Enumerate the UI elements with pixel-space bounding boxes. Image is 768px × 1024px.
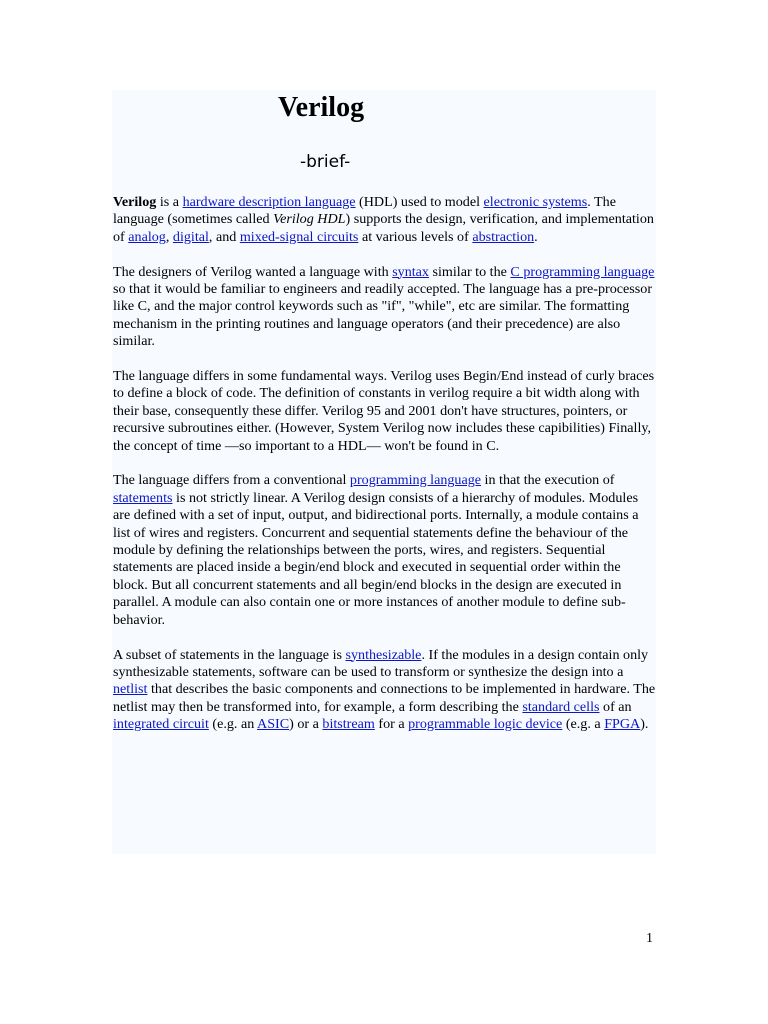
text: The language differs in some fundamental ways. Verilog uses Begin/End instead of curly braces to define a block of code. The definition of constants in verilog require a bit width along with their base, consequently these differ. Verilog 95 and 2001 don't have structures, pointers, or recursive subroutines either. (However, System Verilog now includes these capibilities) Finally, the concept of time —so important to a HDL— won't be found in C. (113, 368, 655, 454)
text: . The language (sometimes called (113, 194, 616, 228)
text: so that it would be familiar to engineers and readily accepted. The language has a pre-processor like C, and the major control keywords such as "if", "while", etc are similar. The formatting mechanism in the printing routines and language operators (and their precedence) are also similar. (113, 281, 653, 350)
text: is a (156, 194, 183, 210)
link-mixed-signal-circuits[interactable]: mixed-signal circuits (239, 228, 359, 245)
link-programmable-logic-device[interactable]: programmable logic device (408, 716, 563, 733)
link-abstraction[interactable]: abstraction (472, 228, 535, 245)
link-bitstream[interactable]: bitstream (322, 716, 375, 733)
document-body (113, 194, 657, 751)
link-statements[interactable]: statements (113, 489, 173, 506)
text: . (534, 228, 538, 245)
link-c-programming-language[interactable]: C programming language (510, 263, 655, 280)
link-fpga[interactable]: FPGA (604, 716, 641, 733)
text: is not strictly linear. A Verilog design consists of a hierarchy of modules. Modules are defined with a set of input, output, and bidirectional ports. Internally, a module contains a list of wires and registers. Concurrent and sequential statements define the behaviour of the module by defining the relationships between the ports, wires, and registers. Sequential statements are placed inside a begin/end block and executed in sequential order within the block. But all concurrent statements and all begin/end blocks in the design are executed in parallel. A module can also contain one or more instances of another module to define sub-behavior. (113, 489, 639, 628)
link-analog[interactable]: analog (128, 228, 166, 245)
text: (e.g. an (208, 716, 258, 733)
paragraph-design-goals (113, 264, 657, 351)
text: The designers of Verilog wanted a language with (113, 263, 393, 280)
link-asic[interactable]: ASIC (257, 716, 290, 733)
text: in that the execution of (481, 472, 615, 489)
link-integrated-circuit[interactable]: integrated circuit (113, 716, 209, 733)
paragraph-modules (113, 472, 657, 629)
text: . If the modules in a design contain only synthesizable statements, software can be used to transform or synthesize the design into a (113, 646, 649, 680)
link-standard-cells[interactable]: standard cells (522, 698, 600, 715)
text: (e.g. a (562, 716, 605, 733)
text: for a (374, 716, 409, 733)
text: similar to the (428, 263, 511, 280)
text: , and (208, 228, 240, 245)
text: The language differs from a conventional (113, 472, 350, 489)
paragraph-intro (113, 194, 657, 246)
text: that describes the basic components and connections to be implemented in hardware. The netlist may then be transformed into, for example, a form describing the (113, 681, 656, 715)
link-digital[interactable]: digital (172, 228, 209, 245)
link-synthesizable[interactable]: synthesizable (345, 646, 422, 663)
text: ) supports the design, verification, and implementation of (113, 211, 654, 245)
link-syntax[interactable]: syntax (392, 263, 429, 280)
page-title: Verilog (278, 92, 365, 123)
text: (HDL) used to model (355, 194, 484, 210)
page-subtitle: -brief- (300, 152, 351, 172)
text: at various levels of (358, 228, 473, 245)
text: ). (640, 716, 649, 733)
paragraph-differences (113, 368, 657, 455)
text: ) or a (289, 716, 323, 733)
link-electronic-systems[interactable]: electronic systems (483, 194, 588, 210)
text: of an (599, 698, 632, 715)
link-hardware-description-language[interactable]: hardware description language (182, 194, 356, 210)
link-netlist[interactable]: netlist (113, 681, 148, 698)
page-number: 1 (646, 931, 653, 946)
term-verilog-hdl: Verilog HDL (273, 211, 346, 228)
link-programming-language[interactable]: programming language (349, 472, 482, 489)
paragraph-synthesis (113, 647, 657, 734)
term-verilog: Verilog (113, 194, 157, 210)
text: , (165, 228, 173, 245)
text: A subset of statements in the language is (113, 646, 346, 663)
